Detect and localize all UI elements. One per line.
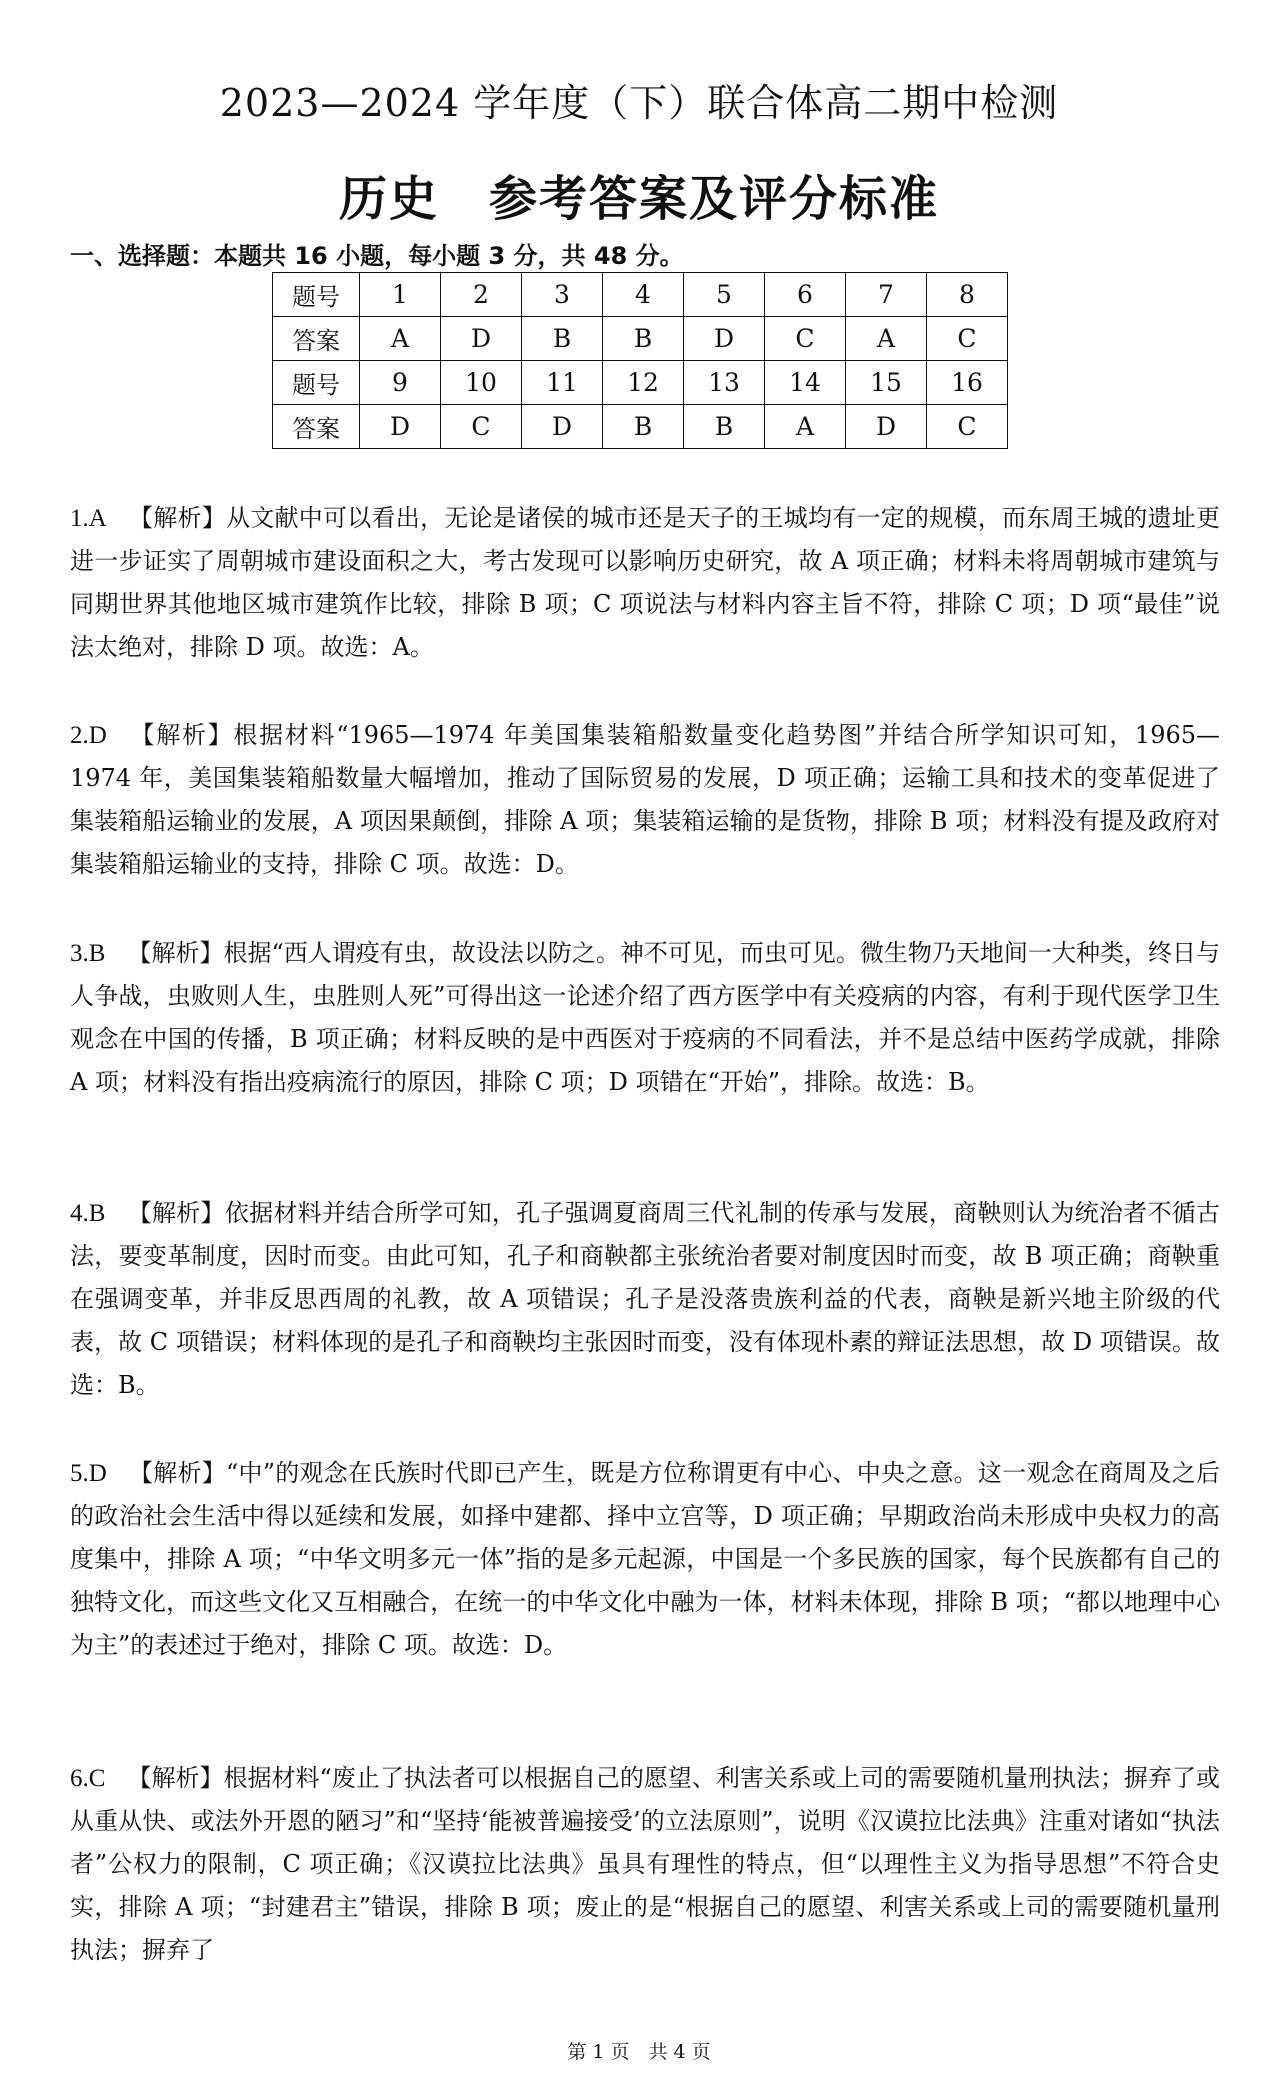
row-label-number: 题号 xyxy=(273,273,360,317)
page-footer: 第 1 页 共 4 页 xyxy=(567,2041,711,2063)
answer-cell: A xyxy=(360,317,441,361)
answer-cell: A xyxy=(765,405,846,449)
question-number-cell: 9 xyxy=(360,361,441,405)
question-answer-label: 5.D xyxy=(70,1460,107,1487)
explanation-text: 根据材料“1965—1974 年美国集装箱船数量变化趋势图”并结合所学知识可知，1965—1974 年，美国集装箱船数量大幅增加，推动了国际贸易的发展，D 项正确；运输工具和技术的变革促进了集装箱船运输业的发展，A 项因果颠倒，排除 A 项；集装箱运输的是货物，排除 B 项；材料没有提及政府对集装箱船运输业的支持，排除 C 项。故选：D。 xyxy=(70,721,1221,878)
explanation-text: 依据材料并结合所学可知，孔子强调夏商周三代礼制的传承与发展，商鞅则认为统治者不循古法，要变革制度，因时而变。由此可知，孔子和商鞅都主张统治者要对制度因时而变，故 B 项正确；商鞅重在强调变革，并非反思西周的礼教，故 A 项错误；孔子是没落贵族利益的代表，商鞅是新兴地主阶级的代表，故 C 项错误；材料体现的是孔子和商鞅均主张因时而变，没有体现朴素的辩证法思想，故 D 项错误。故选：B。 xyxy=(70,1199,1221,1399)
analysis-tag: 【解析】 xyxy=(128,504,227,532)
question-number-cell: 3 xyxy=(522,273,603,317)
answer-cell: A xyxy=(846,317,927,361)
answer-cell: C xyxy=(927,317,1008,361)
answer-cell: D xyxy=(522,405,603,449)
question-number-cell: 11 xyxy=(522,361,603,405)
table-row xyxy=(273,405,1008,449)
answer-cell: C xyxy=(441,405,522,449)
question-answer-label: 2.D xyxy=(70,722,107,749)
question-answer-label: 3.B xyxy=(70,940,106,967)
section-heading: 一、选择题：本题共 16 小题，每小题 3 分，共 48 分。 xyxy=(70,242,684,270)
answer-cell: C xyxy=(765,317,846,361)
question-number-cell: 7 xyxy=(846,273,927,317)
row-label-answer: 答案 xyxy=(273,317,360,361)
question-number-cell: 1 xyxy=(360,273,441,317)
answer-cell: B xyxy=(603,317,684,361)
table-row xyxy=(273,317,1008,361)
question-number-cell: 15 xyxy=(846,361,927,405)
row-label-answer: 答案 xyxy=(273,405,360,449)
answer-cell: B xyxy=(522,317,603,361)
answer-cell: B xyxy=(603,405,684,449)
explanation-paragraph xyxy=(70,714,1220,886)
question-number-cell: 10 xyxy=(441,361,522,405)
question-number-cell: 8 xyxy=(927,273,1008,317)
document-subtitle: 历史 参考答案及评分标准 xyxy=(338,171,939,227)
answer-cell: B xyxy=(684,405,765,449)
question-answer-label: 6.C xyxy=(70,1765,106,1792)
answer-cell: D xyxy=(441,317,522,361)
answer-cell: D xyxy=(846,405,927,449)
explanation-text: 根据“西人谓疫有虫，故设法以防之。神不可见，而虫可见。微生物乃天地间一大种类，终日与人争战，虫败则人生，虫胜则人死”可得出这一论述介绍了西方医学中有关疫病的内容，有利于现代医学卫生观念在中国的传播，B 项正确；材料反映的是中西医对于疫病的不同看法，并不是总结中医药学成就，排除 A 项；材料没有指出疫病流行的原因，排除 C 项；D 项错在“开始”，排除。故选：B。 xyxy=(70,939,1220,1096)
explanation-paragraph xyxy=(70,1192,1220,1407)
explanation-paragraph xyxy=(70,1757,1220,1972)
analysis-tag: 【解析】 xyxy=(127,939,224,967)
question-answer-label: 4.B xyxy=(70,1200,106,1227)
explanation-paragraph xyxy=(70,932,1220,1104)
analysis-tag: 【解析】 xyxy=(128,721,234,749)
analysis-tag: 【解析】 xyxy=(128,1459,226,1487)
question-number-cell: 14 xyxy=(765,361,846,405)
question-number-cell: 13 xyxy=(684,361,765,405)
question-number-cell: 16 xyxy=(927,361,1008,405)
question-number-cell: 5 xyxy=(684,273,765,317)
explanation-paragraph xyxy=(70,497,1220,669)
question-number-cell: 2 xyxy=(441,273,522,317)
answer-cell: C xyxy=(927,405,1008,449)
document-title: 2023—2024 学年度（下）联合体高二期中检测 xyxy=(219,81,1059,125)
explanation-text: 从文献中可以看出，无论是诸侯的城市还是天子的王城均有一定的规模，而东周王城的遗址更进一步证实了周朝城市建设面积之大，考古发现可以影响历史研究，故 A 项正确；材料未将周朝城市建筑与同期世界其他地区城市建筑作比较，排除 B 项；C 项说法与材料内容主旨不符，排除 C 项；D 项“最佳”说法太绝对，排除 D 项。故选：A。 xyxy=(70,504,1221,661)
table-row xyxy=(273,273,1008,317)
explanation-text: “中”的观念在氏族时代即已产生，既是方位称谓更有中心、中央之意。这一观念在商周及之后的政治社会生活中得以延续和发展，如择中建都、择中立宫等，D 项正确；早期政治尚未形成中央权力的高度集中，排除 A 项；“中华文明多元一体”指的是多元起源，中国是一个多民族的国家，每个民族都有自己的独特文化，而这些文化又互相融合，在统一的中华文化中融为一体，材料未体现，排除 B 项；“都以地理中心为主”的表述过于绝对，排除 C 项。故选：D。 xyxy=(70,1459,1220,1659)
answer-cell: D xyxy=(360,405,441,449)
row-label-number: 题号 xyxy=(273,361,360,405)
table-row xyxy=(273,361,1008,405)
explanation-paragraph xyxy=(70,1452,1220,1667)
question-number-cell: 4 xyxy=(603,273,684,317)
answer-cell: D xyxy=(684,317,765,361)
explanation-text: 根据材料“废止了执法者可以根据自己的愿望、利害关系或上司的需要随机量刑执法；摒弃了或从重从快、或法外开恩的陋习”和“坚持‘能被普遍接受’的立法原则”，说明《汉谟拉比法典》注重对诸如“执法者”公权力的限制，C 项正确；《汉谟拉比法典》虽具有理性的特点，但“以理性主义为指导思想”不符合史实，排除 A 项；“封建君主”错误，排除 B 项；废止的是“根据自己的愿望、利害关系或上司的需要随机量刑执法；摒弃了 xyxy=(70,1764,1220,1964)
answer-table xyxy=(272,272,1008,449)
question-number-cell: 6 xyxy=(765,273,846,317)
analysis-tag: 【解析】 xyxy=(127,1764,224,1792)
question-number-cell: 12 xyxy=(603,361,684,405)
analysis-tag: 【解析】 xyxy=(127,1199,225,1227)
question-answer-label: 1.A xyxy=(70,505,107,532)
